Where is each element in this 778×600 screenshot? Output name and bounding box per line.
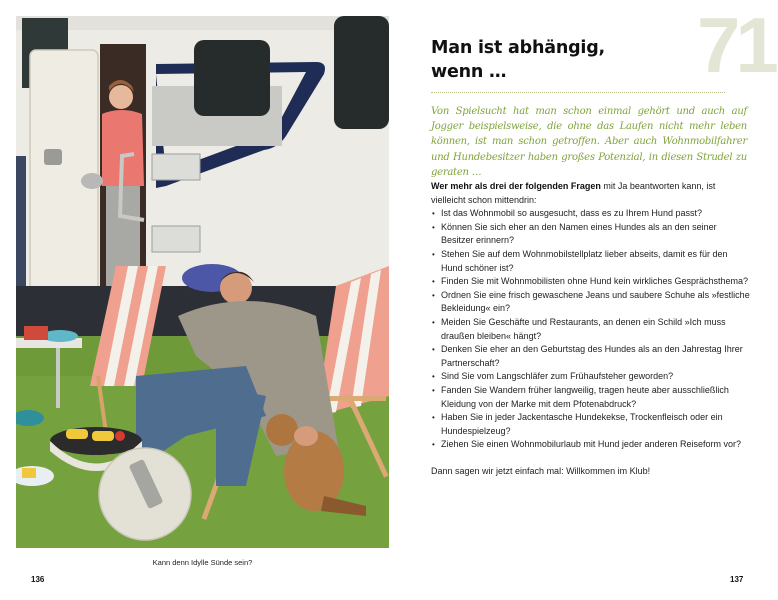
question-list <box>431 207 751 452</box>
title-line-1: Man ist abhängig, <box>431 38 606 58</box>
question-item: • Meiden Sie Geschäfte und Restaurants, an denen ein Schild »Ich muss draußen bleiben« hängt? <box>431 316 751 343</box>
lead-paragraph <box>431 180 751 207</box>
body-text <box>431 180 751 479</box>
camper-photo <box>16 16 389 548</box>
photo-illustration <box>16 16 389 548</box>
question-item: • Finden Sie mit Wohnmobilisten ohne Hund kein wirkliches Gesprächsthema? <box>431 275 751 289</box>
intro-paragraph: Von Spielsucht hat man schon einmal gehört und auch auf Jogger beispielsweise, die ohne das Laufen nicht mehr leben können, ist man schon getroffen. Aber auch Wohnmobilfahrer und Hundebesitzer haben großes Potenzial, in diesen Strudel zu geraten … <box>431 106 747 178</box>
page-number-right: 137 <box>730 575 744 584</box>
closing-line: Dann sagen wir jetzt einfach mal: Willkommen im Klub! <box>431 466 651 477</box>
page-number-left: 136 <box>31 575 45 584</box>
lead-rest: mit Ja beantworten kann, ist vielleicht schon mittendrin: <box>431 181 716 205</box>
chapter-title <box>431 36 605 84</box>
question-item: • Ist das Wohnmobil so ausgesucht, dass es zu Ihrem Hund passt? <box>431 207 751 221</box>
question-item: • Ordnen Sie eine frisch gewaschene Jeans und saubere Schuhe als »festliche Bekleidung« ein? <box>431 289 751 316</box>
photo-caption: Kann denn Idylle Sünde sein? <box>152 558 253 567</box>
question-item: • Ziehen Sie einen Wohnmobilurlaub mit Hund jeder anderen Reiseform vor? <box>431 438 751 452</box>
lead-bold: Wer mehr als drei der folgenden Fragen <box>431 181 601 191</box>
question-item: • Haben Sie in jeder Jackentasche Hundekekse, Trockenfleisch oder ein Hundespielzeug? <box>431 411 751 438</box>
question-item: • Fanden Sie Wandern früher langweilig, tragen heute aber ausschließlich Kleidung von der Marke mit dem Pfotenabdruck? <box>431 384 751 411</box>
question-item: • Stehen Sie auf dem Wohnmobilstellplatz lieber abseits, damit es für den Hund schöner ist? <box>431 248 751 275</box>
chapter-number: 71 <box>697 1 774 89</box>
right-page <box>400 0 778 600</box>
title-line-2: wenn … <box>431 62 507 82</box>
question-item: • Können Sie sich eher an den Namen eines Hundes als an den seiner Besitzer erinnern? <box>431 221 751 248</box>
question-item: • Denken Sie eher an den Geburtstag des Hundes als an den Jahrestag Ihrer Partnerschaft? <box>431 343 751 370</box>
dotted-divider <box>431 92 725 93</box>
question-item: • Sind Sie vom Langschläfer zum Frühaufsteher geworden? <box>431 370 751 384</box>
